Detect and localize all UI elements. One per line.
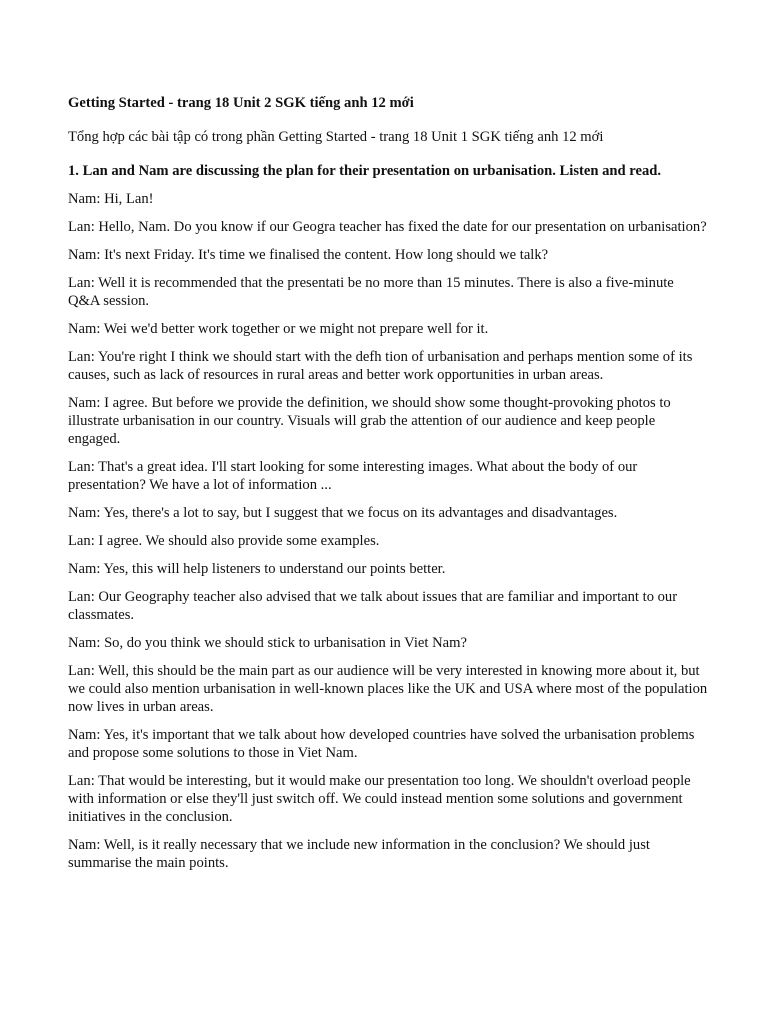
dialogue-line: Lan: That's a great idea. I'll start looking for some interesting images. What about the body of our presentation? We have a lot of information ...: [68, 459, 638, 493]
dialogue-line: Lan: Well it is recommended that the presentati be no more than 15 minutes. There is also a five-minute Q&A session.: [68, 275, 674, 309]
dialogue-line: Nam: Wei we'd better work together or we might not prepare well for it.: [68, 321, 489, 337]
document-content: [68, 94, 708, 882]
dialogue-line: Nam: Hi, Lan!: [68, 191, 154, 207]
dialogue-line: Lan: You're right I think we should start with the defh tion of urbanisation and perhaps mention some of its causes, such as lack of resources in rural areas and better work opportunities in urban areas.: [68, 349, 693, 383]
dialogue-line: Nam: So, do you think we should stick to urbanisation in Viet Nam?: [68, 635, 467, 651]
dialogue-line: Lan: I agree. We should also provide some examples.: [68, 533, 380, 549]
dialogue-line: Nam: Yes, it's important that we talk about how developed countries have solved the urbanisation problems and propose some solutions to those in Viet Nam.: [68, 727, 695, 761]
exercise-heading: 1. Lan and Nam are discussing the plan for their presentation on urbanisation. Listen and read.: [68, 163, 662, 179]
page-subtitle: Tổng hợp các bài tập có trong phần Getting Started - trang 18 Unit 1 SGK tiếng anh 12 mới: [68, 129, 604, 145]
dialogue-line: Nam: Well, is it really necessary that we include new information in the conclusion? We should just summarise the main points.: [68, 837, 650, 871]
page-title: Getting Started - trang 18 Unit 2 SGK tiếng anh 12 mới: [68, 95, 414, 111]
dialogue-line: Nam: Yes, there's a lot to say, but I suggest that we focus on its advantages and disadvantages.: [68, 505, 618, 521]
dialogue-line: Lan: Hello, Nam. Do you know if our Geogra teacher has fixed the date for our presentation on urbanisation?: [68, 219, 707, 235]
dialogue-line: Lan: That would be interesting, but it would make our presentation too long. We shouldn't overload people with information or else they'll just switch off. We could instead mention some solutions and government initiatives in the conclusion.: [68, 773, 691, 825]
dialogue-line: Nam: I agree. But before we provide the definition, we should show some thought-provoking photos to illustrate urbanisation in our country. Visuals will grab the attention of our audience and keep people engaged.: [68, 395, 671, 447]
dialogue-line: Lan: Well, this should be the main part as our audience will be very interested in knowing more about it, but we could also mention urbanisation in well-known places like the UK and USA where most of the population now lives in urban areas.: [68, 663, 708, 715]
dialogue-line: Nam: It's next Friday. It's time we finalised the content. How long should we talk?: [68, 247, 549, 263]
dialogue-line: Lan: Our Geography teacher also advised that we talk about issues that are familiar and important to our classmates.: [68, 589, 678, 623]
dialogue-line: Nam: Yes, this will help listeners to understand our points better.: [68, 561, 446, 577]
